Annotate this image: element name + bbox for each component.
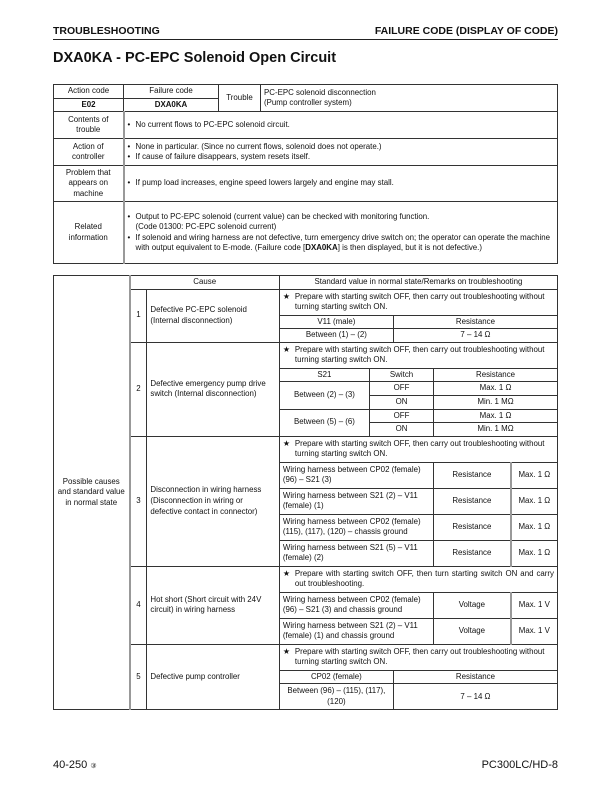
contents-item: No current flows to PC-EPC solenoid circuit. (135, 119, 290, 129)
cause-text: Defective PC-EPC solenoid (Internal disconnection) (147, 289, 279, 342)
col-header: CP02 (female) (279, 670, 393, 684)
measure-value: Min. 1 MΩ (434, 423, 558, 437)
switch-state: ON (370, 395, 434, 409)
star-icon: ★ (282, 344, 290, 354)
page-header (53, 25, 558, 40)
trouble-line2: (Pump controller system) (264, 98, 352, 108)
cause-text: Disconnection in wiring harness (Disconnection in wiring or defective contact in connector) (147, 436, 279, 566)
section-subtitle: FAILURE CODE (DISPLAY OF CODE) (374, 25, 558, 37)
related-text: If solenoid and wiring harness are not defective, turn emergency drive switch on; the operator can operate the machine with output equivalent to E-mode. (Failure code [ (135, 232, 550, 253)
note-text: Prepare with starting switch OFF, then carry out troubleshooting without turning starting switch ON. (294, 438, 545, 459)
col-header: V11 (male) (279, 315, 393, 329)
col-header: Resistance (393, 315, 557, 329)
cause-num: 3 (130, 436, 147, 566)
cause-num: 1 (130, 289, 147, 342)
switch-state: OFF (370, 382, 434, 396)
col-header: Resistance (434, 368, 558, 382)
star-icon: ★ (282, 291, 290, 301)
harness-desc: Wiring harness between CP02 (female) (115), (117), (120) – chassis ground (279, 514, 433, 540)
related-text: ] is then displayed, but it is not defective.) (337, 243, 483, 253)
section-title: TROUBLESHOOTING (53, 25, 160, 37)
note-text: Prepare with starting switch OFF, then carry out troubleshooting without turning starting switch ON. (294, 291, 545, 312)
col-header: Resistance (393, 670, 557, 684)
page-number (53, 759, 97, 771)
col-header: S21 (279, 368, 369, 382)
page-number-text: 40-250 (53, 759, 88, 771)
measure-value: Max. 1 Ω (511, 488, 558, 514)
trouble-line1: PC-EPC solenoid disconnection (264, 87, 376, 97)
action-controller-value: • None in particular. (Since no current flows, solenoid does not operate.) • If cause of failure disappears, system resets itself. (124, 139, 558, 166)
note-text: Prepare with starting switch OFF, then carry out troubleshooting without turning starting switch ON. (294, 344, 545, 365)
harness-desc: Wiring harness between S21 (2) – V11 (female) (1) and chassis ground (279, 618, 433, 644)
contents-value: • No current flows to PC-EPC solenoid circuit. (124, 112, 558, 139)
note-text: Prepare with starting switch OFF, then turn starting switch ON and carry out troubleshooting. (294, 568, 554, 589)
cause-note (279, 436, 557, 462)
action-item: If cause of failure disappears, system resets itself. (135, 152, 311, 162)
action-item: None in particular. (Since no current flows, solenoid does not operate.) (135, 141, 382, 151)
trouble-label: Trouble (219, 85, 261, 112)
cause-text: Hot short (Short circuit with 24V circuit) in wiring harness (147, 566, 279, 644)
action-code: E02 (54, 98, 124, 112)
cause-text: Defective emergency pump drive switch (Internal disconnection) (147, 342, 279, 436)
related-item-1 (136, 212, 430, 233)
related-text: (Code 01300: PC-EPC solenoid current) (135, 222, 277, 232)
measure-type: Resistance (434, 462, 511, 488)
cause-note (279, 644, 557, 670)
harness-desc: Wiring harness between CP02 (female) (96) – S21 (3) and chassis ground (279, 592, 433, 618)
harness-desc: Wiring harness between S21 (5) – V11 (female) (2) (279, 540, 433, 566)
measure-point: Between (1) – (2) (279, 329, 393, 343)
related-text: Output to PC-EPC solenoid (current value) can be checked with monitoring function. (135, 211, 430, 221)
measure-value: Max. 1 Ω (511, 514, 558, 540)
col-header: Switch (370, 368, 434, 382)
problem-value: • If pump load increases, engine speed lowers largely and engine may stall. (124, 166, 558, 202)
measure-value: Min. 1 MΩ (434, 395, 558, 409)
star-icon: ★ (282, 438, 290, 448)
failure-code: DXA0KA (124, 98, 219, 112)
measure-point: Between (5) – (6) (279, 409, 369, 436)
cause-text: Defective pump controller (147, 644, 279, 710)
cause-num: 5 (130, 644, 147, 710)
standard-header: Standard value in normal state/Remarks on troubleshooting (279, 276, 557, 290)
page-title: DXA0KA - PC-EPC Solenoid Open Circuit (53, 50, 337, 66)
cause-header: Cause (130, 276, 280, 290)
failure-code-label: Failure code (124, 85, 219, 99)
star-icon: ★ (282, 646, 290, 656)
action-controller-label: Action of controller (54, 139, 124, 166)
related-label: Related information (54, 202, 124, 264)
action-code-label: Action code (54, 85, 124, 99)
related-value: • Output to PC-EPC solenoid (current value) can be checked with monitoring function. (Code 01300: PC-EPC solenoid current) • If solenoid and wiring harness are not defective, turn emergency drive switch on; the operator can operate the machine with output equivalent to E-mode. (Failure code [DXA0KA] is then displayed, but it is not defective.) (124, 202, 558, 264)
summary-table (53, 84, 558, 264)
contents-label: Contents of trouble (54, 112, 124, 139)
switch-state: OFF (370, 409, 434, 423)
measure-value: Max. 1 Ω (434, 382, 558, 396)
cause-num: 2 (130, 342, 147, 436)
measure-value: Max. 1 V (511, 618, 558, 644)
revision-mark: ③ (90, 763, 97, 770)
related-item-2 (136, 233, 555, 254)
note-text: Prepare with starting switch OFF, then carry out troubleshooting without turning starting switch ON. (294, 646, 545, 667)
measure-type: Resistance (434, 514, 511, 540)
measure-value: Max. 1 V (511, 592, 558, 618)
trouble-desc (261, 85, 558, 112)
measure-value: 7 – 14 Ω (393, 329, 557, 343)
related-code: DXA0KA (305, 243, 338, 253)
problem-label: Problem that appears on machine (54, 166, 124, 202)
cause-note (279, 289, 557, 315)
measure-value: 7 – 14 Ω (393, 684, 557, 710)
problem-item: If pump load increases, engine speed lowers largely and engine may stall. (135, 178, 394, 188)
harness-desc: Wiring harness between CP02 (female) (96) – S21 (3) (279, 462, 433, 488)
measure-type: Resistance (434, 488, 511, 514)
cause-note (279, 342, 557, 368)
measure-type: Voltage (434, 618, 511, 644)
causes-table (53, 275, 558, 710)
switch-state: ON (370, 423, 434, 437)
cause-note (279, 566, 557, 592)
causes-side-label: Possible causes and standard value in normal state (54, 276, 130, 710)
measure-point: Between (96) – (115), (117), (120) (279, 684, 393, 710)
star-icon: ★ (282, 568, 290, 578)
model-name: PC300LC/HD-8 (481, 759, 558, 771)
measure-value: Max. 1 Ω (511, 462, 558, 488)
measure-value: Max. 1 Ω (511, 540, 558, 566)
measure-value: Max. 1 Ω (434, 409, 558, 423)
measure-point: Between (2) – (3) (279, 382, 369, 409)
harness-desc: Wiring harness between S21 (2) – V11 (female) (1) (279, 488, 433, 514)
measure-type: Resistance (434, 540, 511, 566)
cause-num: 4 (130, 566, 147, 644)
measure-type: Voltage (434, 592, 511, 618)
